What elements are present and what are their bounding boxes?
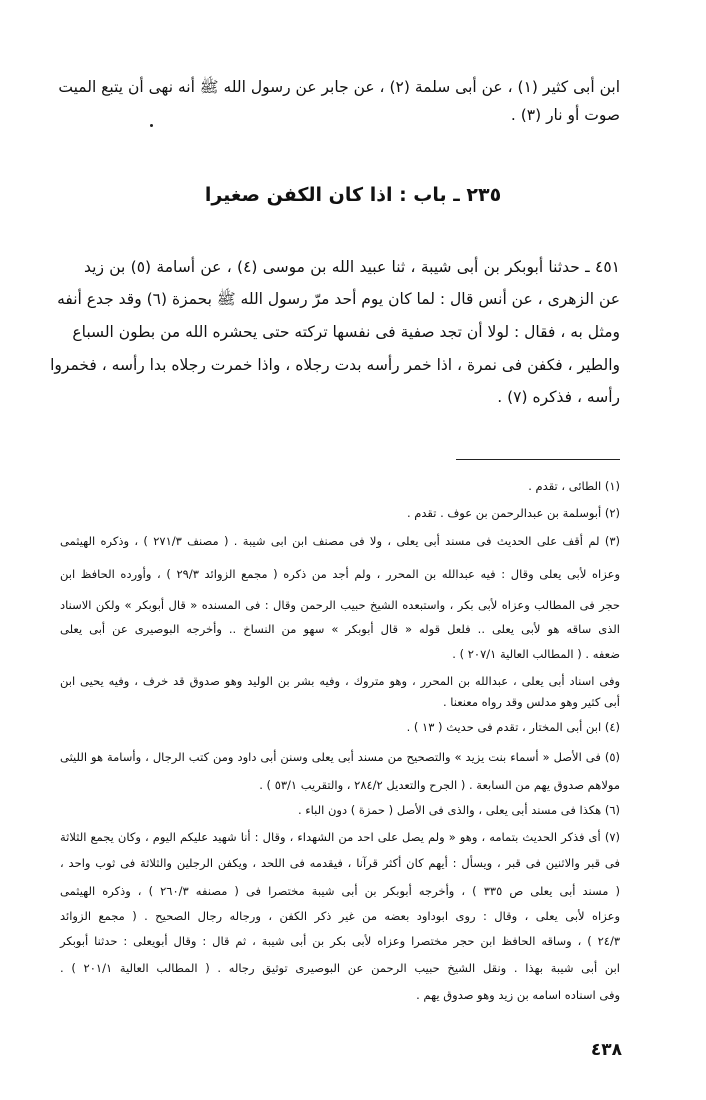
footnote-line-16: ( مسند أبى يعلى ص ٣٣٥ ) ، وأخرجه أبوبكر بن أبى شيبة مختصرا فى ( مصنفه ٢٦٠/٣ ) ، وذكره الهيثمى: [60, 884, 620, 898]
footnote-line-11: (٥) فى الأصل « أسماء بنت يزيد » والتصحيح من مسند أبى يعلى وسنن أبى داود ومن كتب الرجال ، وأسامة هو الليثى: [60, 750, 620, 764]
footnote-line-2: (٢) أبوسلمة بن عبدالرحمن بن عوف . تقدم .: [406, 506, 620, 520]
footnote-line-7: ضعفه . ( المطالب العالية ٢٠٧/١ ) .: [452, 647, 620, 661]
page-number: ٤٣٨: [590, 1040, 622, 1060]
footnote-line-4: وعزاه لأبى يعلى وقال : فيه عبدالله بن المحرر ، ولم أجد من ذكره ( مجمع الزوائد ٢٩/٣ ) ، وأورده الحافظ ابن: [60, 567, 620, 581]
footnote-line-19: ابن أبى شيبة بهذا . ونقل الشيخ حبيب الرحمن عن البوصيرى توثيق رجاله . ( المطالب العالية ٢٠١/١ ) .: [60, 961, 620, 975]
footnote-line-8: وفى اسناد أبى يعلى ، عبدالله بن المحرر ، وهو متروك ، وفيه بشر بن الوليد وهو صدوق قد خرف ، وفيه يحيى ابن: [60, 674, 620, 688]
hadith-line-3: ومثل به ، فقال : لولا أن تجد صفية فى نفسها تركته حتى يحشره الله من بطون السباع: [72, 323, 620, 341]
footnote-line-13: (٦) هكذا فى مسند أبى يعلى ، والذى فى الأصل ( حمزة ) دون الباء .: [297, 803, 620, 817]
hadith-line-5: رأسه ، فذكره (٧) .: [497, 388, 620, 406]
chapter-heading: ٢٣٥ ـ باب : اذا كان الكفن صغيرا: [204, 184, 502, 206]
footnote-line-18: ٢٤/٣ ) ، وساقه الحافظ ابن حجر مختصرا وعزاه لأبى بكر بن أبى شيبة ، ثم قال : وقال أبويعلى : حدثنا أبوبكر: [60, 934, 620, 948]
hadith-line-1: ٤٥١ ـ حدثنا أبوبكر بن أبى شيبة ، ثنا عبيد الله بن موسى (٤) ، عن أسامة (٥) بن زيد: [84, 258, 621, 276]
footnote-line-10: (٤) ابن أبى المختار ، تقدم فى حديث ( ١٣ ) .: [406, 720, 620, 734]
intro-line-2: صوت أو نار (٣) .: [510, 106, 620, 124]
hadith-line-2: عن الزهرى ، عن أنس قال : لما كان يوم أحد مرّ رسول الله ﷺ بحمزة (٦) وقد جدع أنفه: [57, 290, 620, 308]
footnote-line-14: (٧) أى فذكر الحديث بتمامه ، وهو « ولم يصل على احد من الشهداء ، وقال : أنا شهيد عليكم اليوم ، وكان يجمع الثلاثة: [60, 830, 620, 844]
footnote-line-3: (٣) لم أقف على الحديث فى مسند أبى يعلى ، ولا فى مصنف ابن ابى شيبة . ( مصنف ٢٧١/٣ ) ، وذكره الهيثمى: [60, 534, 620, 548]
ink-dot: [150, 124, 153, 127]
footnote-line-6: الذى ساقه هو لأبى يعلى .. فلعل قوله « قال أبوبكر » سهو من النساخ .. وأخرجه البوصيرى عن أبى يعلى: [60, 622, 620, 636]
intro-line-1: ابن أبى كثير (١) ، عن أبى سلمة (٢) ، عن جابر عن رسول الله ﷺ أنه نهى أن يتبع الميت: [58, 78, 620, 96]
footnote-line-9: أبى كثير وهو مدلس وقد رواه معنعنا .: [442, 695, 620, 709]
hadith-line-4: والطير ، فكفن فى نمرة ، اذا خمر رأسه بدت رجلاه ، واذا خمرت رجلاه بدا رأسه ، فخمروا: [50, 356, 620, 374]
footnote-line-20: وفى اسناده اسامه بن زيد وهو صدوق يهم .: [416, 988, 620, 1002]
footnote-line-12: مولاهم صدوق يهم من السابعة . ( الجرح والتعديل ٢٨٤/٢ ، والتقريب ٥٣/١ ) .: [259, 778, 620, 792]
footnote-line-15: فى قبر والاثنين فى قبر ، ويسأل : أيهم كان أكثر قرآنا ، فيقدمه فى اللحد ، ويكفن الرجلين والثلاثة فى ثوب واحد ،: [60, 856, 620, 870]
footnote-line-5: حجر فى المطالب وعزاه لأبى بكر ، واستبعده الشيخ حبيب الرحمن وقال : فى المسنده « قال أبوبكر » ولكن الاسناد: [60, 598, 620, 612]
footnote-divider: [456, 459, 620, 460]
footnote-line-1: (١) الطائى ، تقدم .: [528, 479, 620, 493]
footnote-line-17: وعزاه لأبى يعلى ، وقال : روى ابوداود بعضه من غير ذكر الكفن ، ورجاله رجال الصحيح . ( مجمع الزوائد: [60, 909, 620, 923]
